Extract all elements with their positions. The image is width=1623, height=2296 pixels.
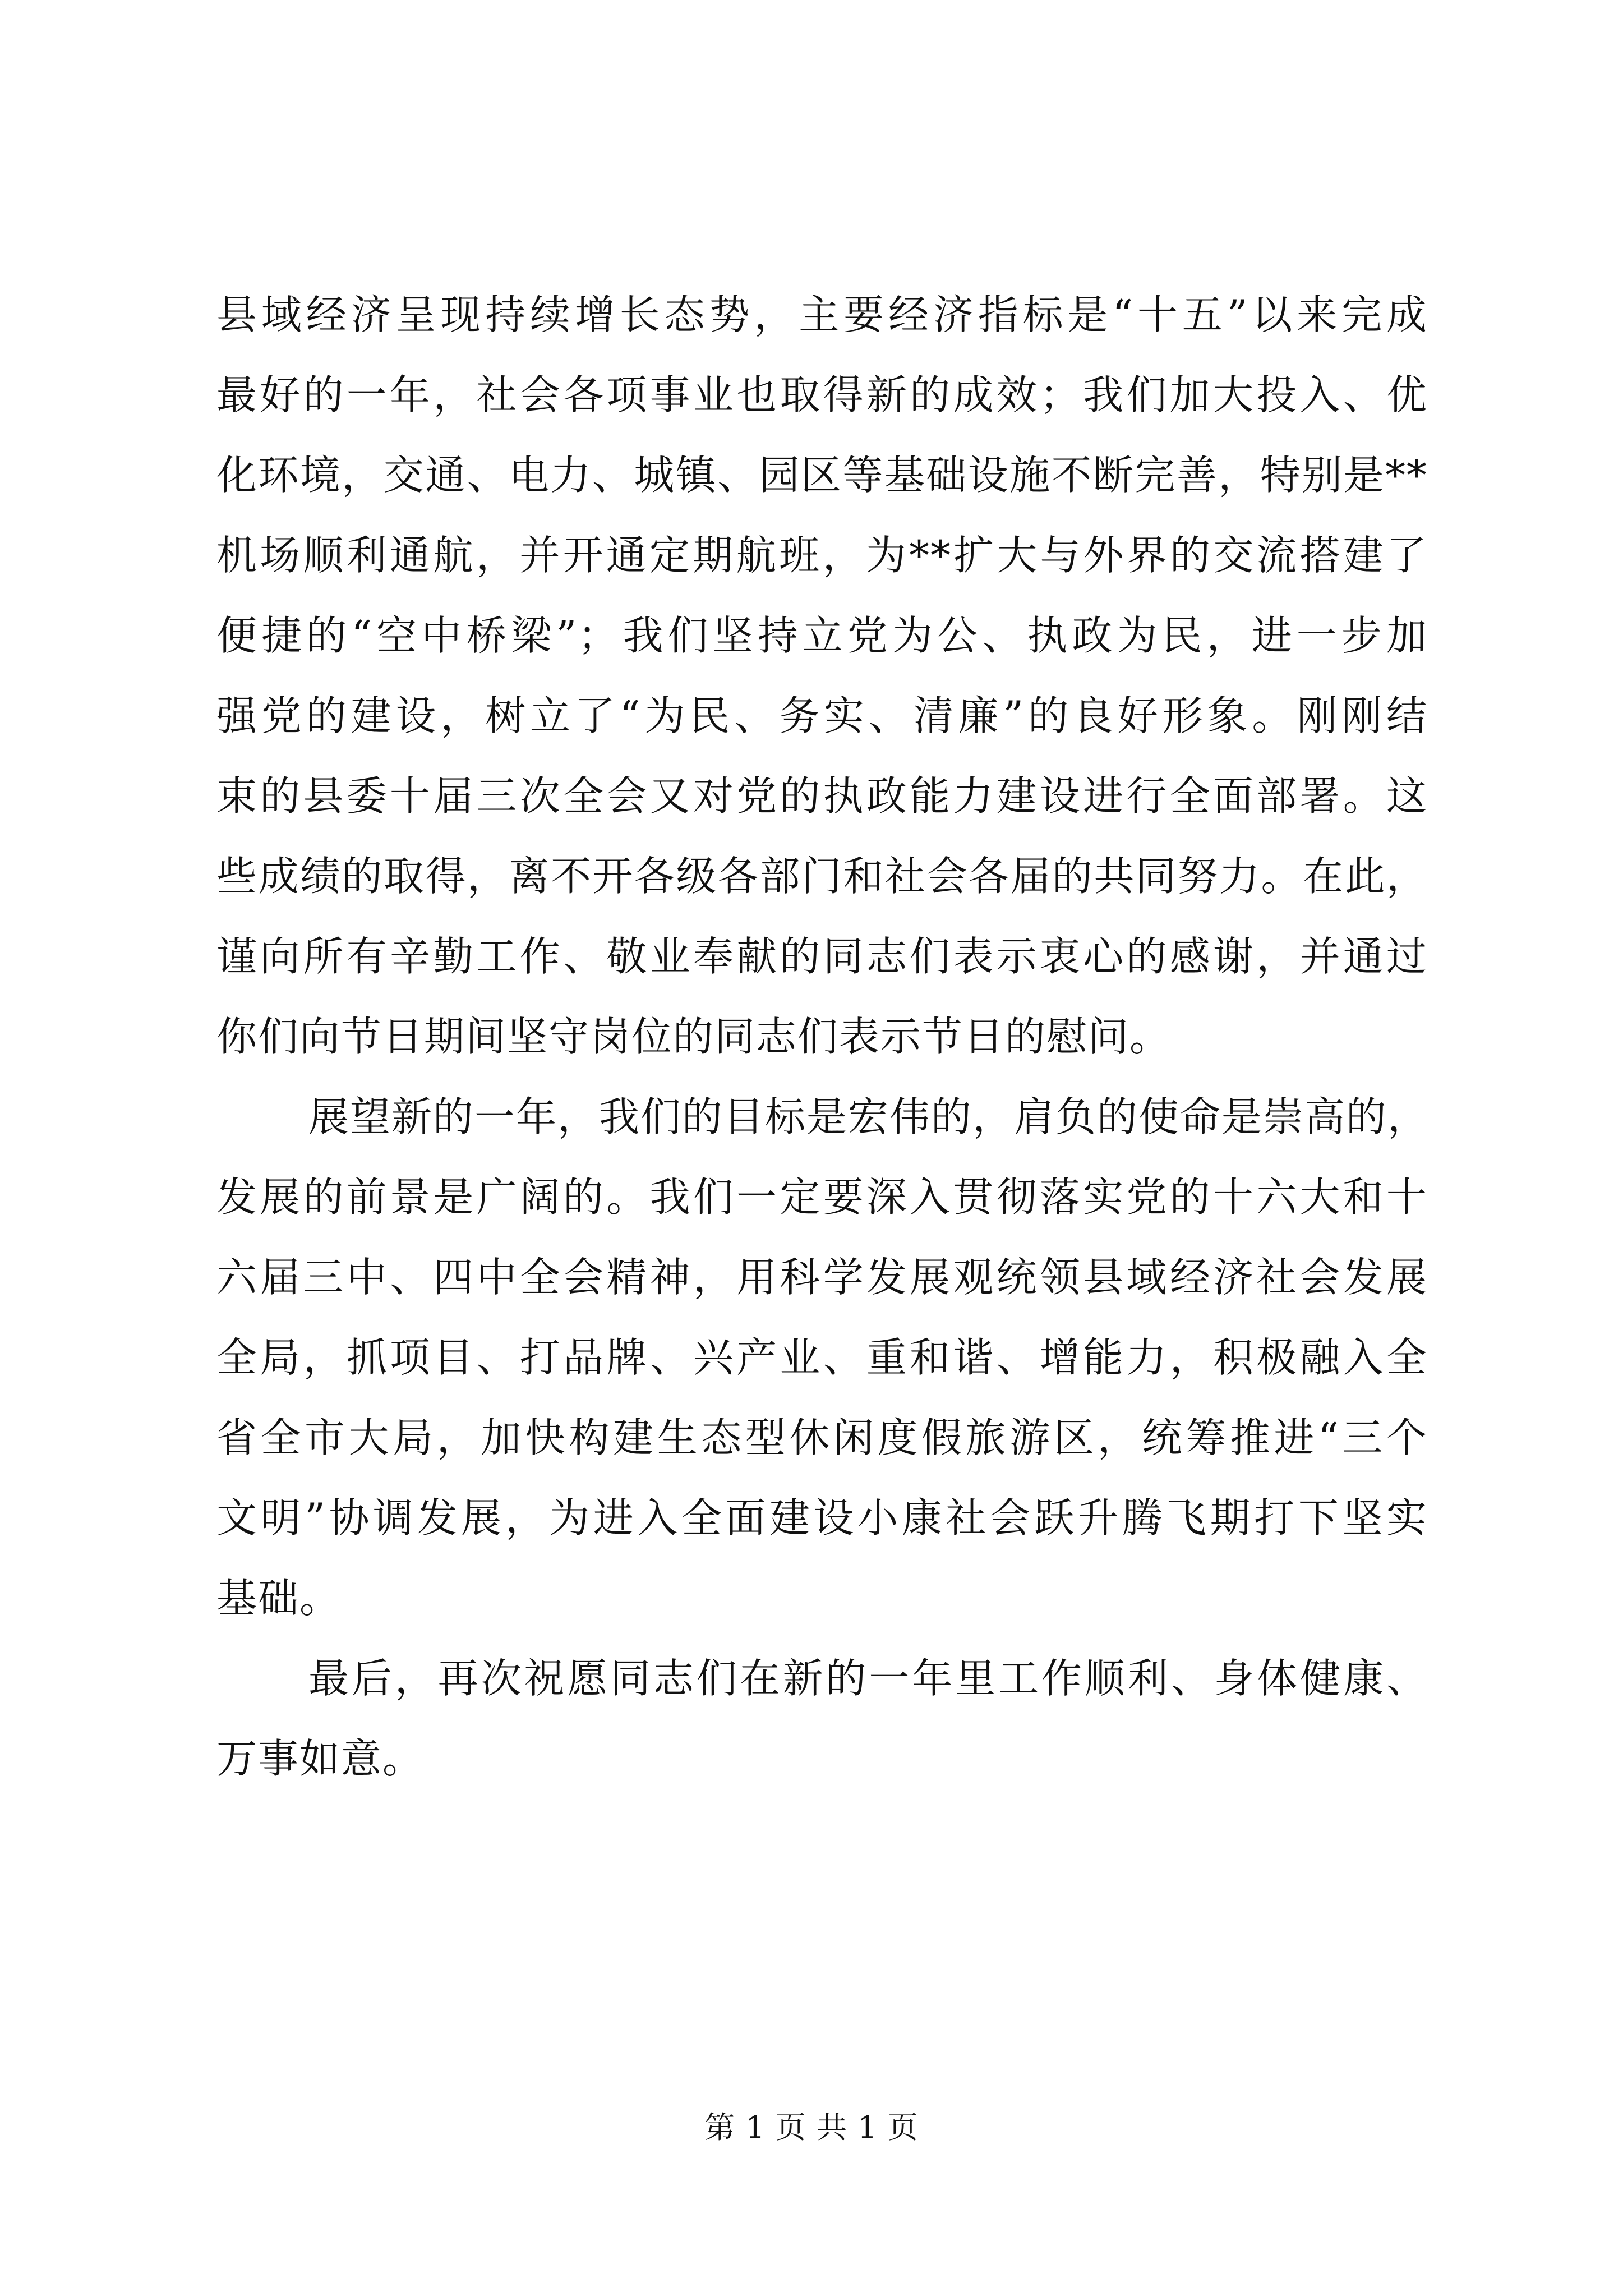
text-line: 谨向所有辛勤工作、敬业奉献的同志们表示衷心的感谢，并通过 (216, 933, 1428, 980)
text-line: 最后，再次祝愿同志们在新的一年里工作顺利、身体健康、 (308, 1655, 1428, 1702)
text-line: 机场顺利通航，并开通定期航班，为**扩大与外界的交流搭建了 (216, 532, 1428, 579)
text-line: 束的县委十届三次全会又对党的执政能力建设进行全面部署。这 (216, 772, 1428, 820)
page-footer: 第 1 页 共 1 页 (704, 2110, 919, 2145)
text-line: 六届三中、四中全会精神，用科学发展观统领县域经济社会发展 (216, 1254, 1428, 1301)
text-line: 化环境，交通、电力、城镇、园区等基础设施不断完善，特别是** (216, 452, 1428, 499)
text-line: 展望新的一年，我们的目标是宏伟的，肩负的使命是崇高的， (308, 1093, 1430, 1140)
text-line: 些成绩的取得，离不开各级各部门和社会各届的共同努力。在此， (216, 853, 1428, 900)
document-body (216, 275, 1428, 1799)
text-line: 文明”协调发展，为进入全面建设小康社会跃升腾飞期打下坚实 (216, 1494, 1428, 1542)
text-line: 省全市大局，加快构建生态型休闲度假旅游区，统筹推进“三个 (216, 1414, 1428, 1461)
text-line: 发展的前景是广阔的。我们一定要深入贯彻落实党的十六大和十 (216, 1174, 1428, 1221)
text-line: 县域经济呈现持续增长态势，主要经济指标是“十五”以来完成 (216, 291, 1428, 338)
text-line: 基础。 (216, 1575, 342, 1622)
text-line: 强党的建设，树立了“为民、务实、清廉”的良好形象。刚刚结 (216, 692, 1428, 739)
text-line: 你们向节日期间坚守岗位的同志们表示节日的慰问。 (216, 1013, 1172, 1060)
text-line: 全局，抓项目、打品牌、兴产业、重和谐、增能力，积极融入全 (216, 1334, 1428, 1381)
text-line: 最好的一年，社会各项事业也取得新的成效；我们加大投入、优 (216, 371, 1428, 418)
text-line: 万事如意。 (216, 1735, 425, 1782)
text-line: 便捷的“空中桥梁”；我们坚持立党为公、执政为民，进一步加 (216, 612, 1428, 659)
